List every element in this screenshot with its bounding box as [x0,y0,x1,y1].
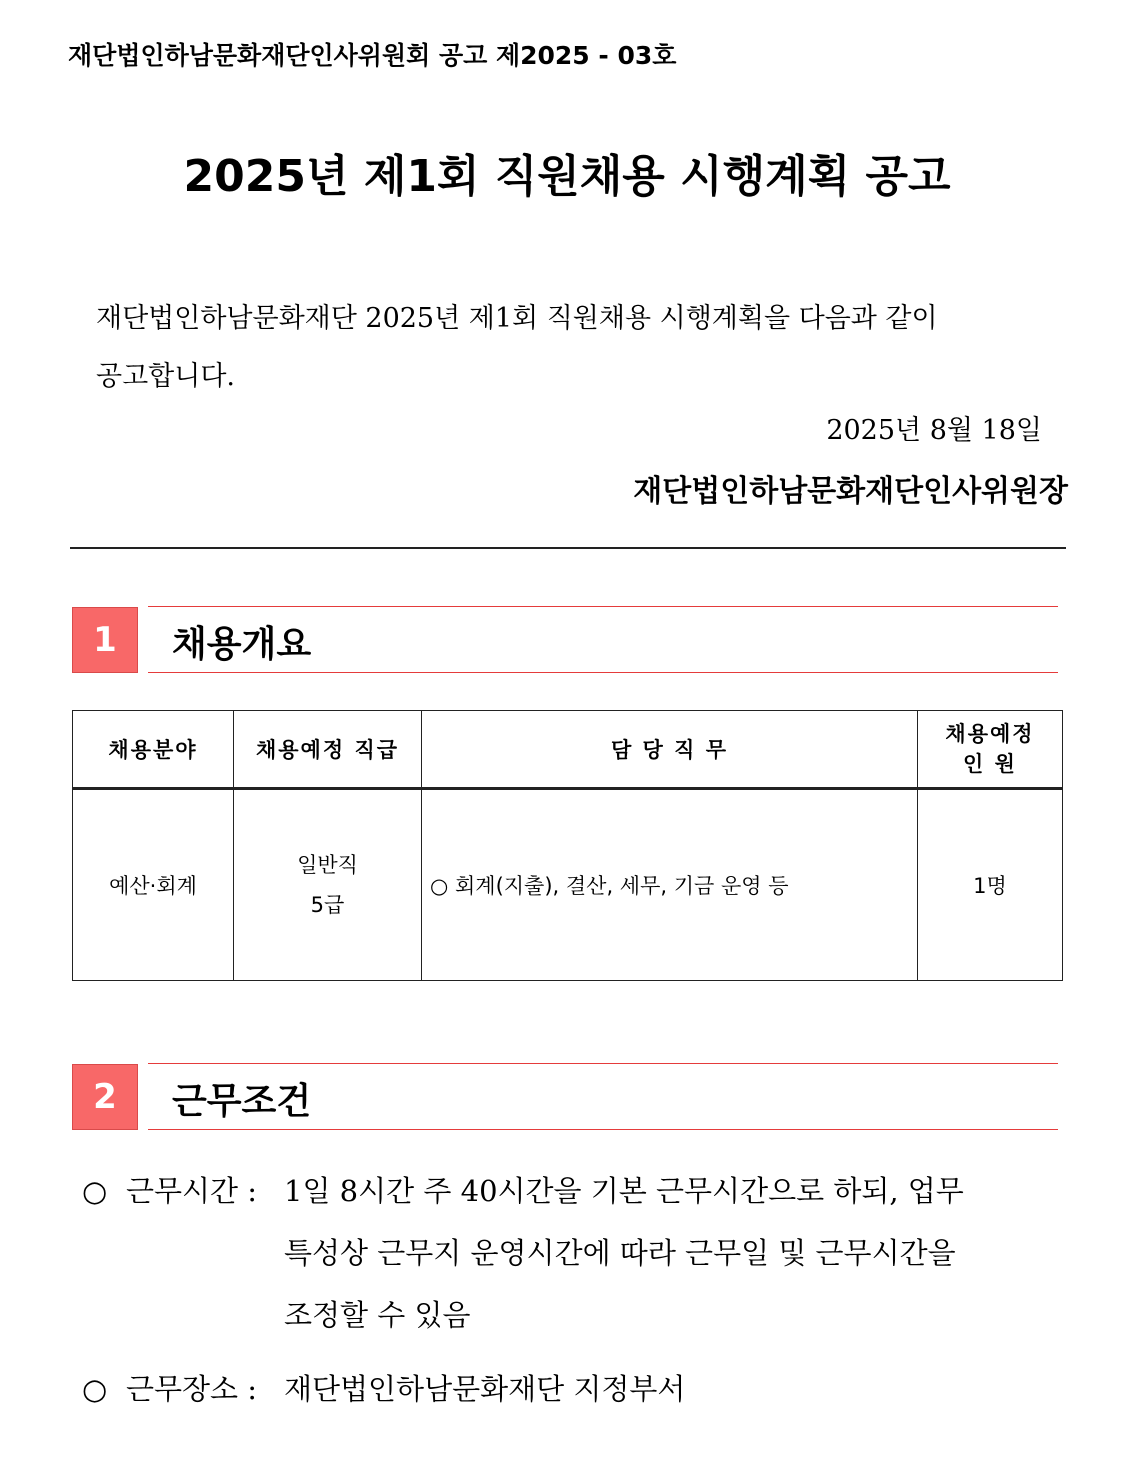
intro-line-1: 재단법인하남문화재단 2025년 제1회 직원채용 시행계획을 다음과 같이 [96,303,938,334]
section-2-title: 근무조건 [172,1081,312,1122]
section-2-top-line [148,1063,1058,1064]
work-hours-item [82,1160,1072,1346]
work-hours-label: 근무시간 : [126,1174,258,1208]
work-hours-line-2: 특성상 근무지 운영시간에 따라 근무일 및 근무시간을 [284,1236,956,1270]
work-place-label: 근무장소 : [126,1372,258,1406]
section-1-bottom-line [148,672,1058,673]
page-title: 2025년 제1회 직원채용 시행계획 공고 [183,151,951,202]
divider [70,547,1066,549]
notice-date: 2025년 8월 18일 [826,415,1042,446]
recruitment-table [72,710,1063,981]
signer: 재단법인하남문화재단인사위원장 [633,474,1068,509]
work-place-text: 재단법인하남문화재단 지정부서 [284,1372,686,1406]
cell-count: 1명 [918,789,1063,981]
cell-grade-line-2: 5급 [310,893,345,917]
section-1-number: 1 [72,607,138,673]
intro-line-2: 공고합니다. [96,361,235,392]
notice-number: 재단법인하남문화재단인사위원회 공고 제2025 - 03호 [68,41,677,70]
work-hours-line-1: 1일 8시간 주 40시간을 기본 근무시간으로 하되, 업무 [284,1174,964,1208]
work-place-item [82,1358,1072,1420]
cell-duty: ○ 회계(지출), 결산, 세무, 기금 운영 등 [422,789,918,981]
header-duty: 담 당 직 무 [422,711,918,789]
header-count-line-1: 채용예정 [945,722,1035,746]
table-row [73,789,1063,981]
cell-grade-line-1: 일반직 [297,853,358,877]
table-header-row [73,711,1063,789]
cell-grade [234,789,422,981]
circle-bullet-icon: ○ [82,1174,108,1208]
header-count-line-2: 인 원 [963,752,1017,776]
circle-bullet-icon: ○ [82,1372,108,1406]
cell-field: 예산·회계 [73,789,234,981]
section-2-bottom-line [148,1129,1058,1130]
header-grade: 채용예정 직급 [234,711,422,789]
header-count [918,711,1063,789]
section-1-top-line [148,606,1058,607]
work-hours-line-3: 조정할 수 있음 [284,1298,471,1332]
intro-paragraph [96,290,1056,406]
header-field: 채용분야 [73,711,234,789]
section-1-title: 채용개요 [172,624,312,665]
section-2-number: 2 [72,1064,138,1130]
